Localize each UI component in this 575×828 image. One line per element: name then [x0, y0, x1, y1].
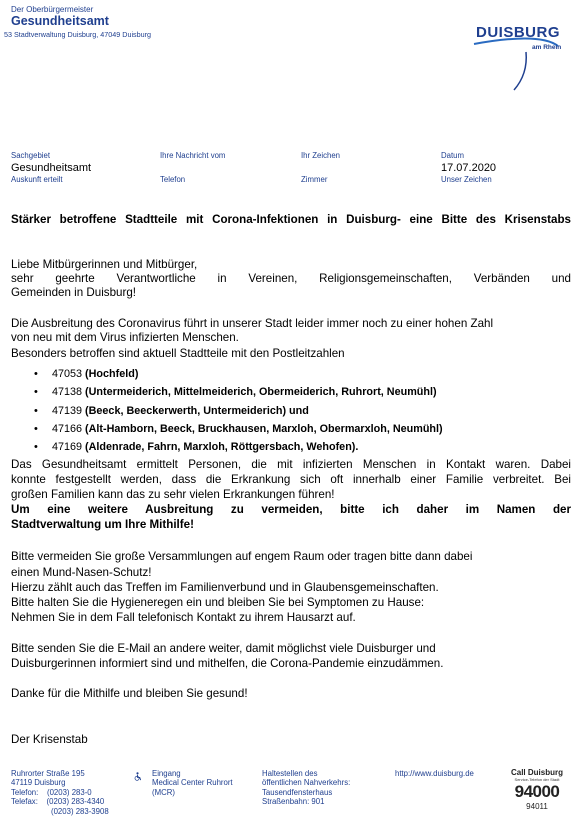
- p2-bold-line-b: Stadtverwaltung um Ihre Mithilfe!: [11, 518, 194, 531]
- postcode: 47053: [52, 368, 83, 380]
- telefon-footer-label: Telefon:: [11, 787, 39, 797]
- list-item: [34, 365, 443, 383]
- nachricht-label: Ihre Nachricht vom: [160, 151, 226, 160]
- postcode: 47166: [52, 422, 83, 435]
- telefax-footer-label: Telefax:: [11, 797, 38, 807]
- entrance-line-2: Medical Center Ruhrort: [152, 778, 233, 788]
- zeichen-label: Ihr Zeichen: [301, 151, 341, 160]
- logo-wordmark: DUISBURG: [476, 24, 561, 41]
- list-item: [34, 420, 443, 438]
- sachgebiet-value: Gesundheitsamt: [11, 162, 92, 174]
- transit-line-3: Tausendfensterhaus: [262, 787, 333, 797]
- telefax-footer-value-1: (0203) 283-4340: [46, 797, 105, 807]
- footer-street: Ruhrorter Straße 195: [11, 769, 85, 778]
- footer-telefon: [11, 788, 109, 797]
- footer-telefax: [11, 797, 109, 806]
- district-names: (Alt-Hamborn, Beeck, Bruckhausen, Marxloh, Obermarxloh, Neumühl): [85, 422, 443, 435]
- call-duisburg-logo: [503, 768, 571, 824]
- p2-line-c: großen Familien kann das zu sehr vielen Erkrankungen führen!: [11, 488, 335, 501]
- p1-line-c: Besonders betroffen sind aktuell Stadtteile mit den Postleitzahlen: [11, 347, 345, 360]
- p2-bold-line-a: Um eine weitere Ausbreitung zu vermeiden, bitte ich daher im Namen der: [11, 503, 571, 516]
- postcode: 47169: [52, 441, 83, 454]
- footer-city: 47119 Duisburg: [11, 778, 66, 788]
- p4-line-b: Duisburgerinnen informiert sind und mithelfen, die Corona-Pandemie einzudämmen.: [11, 657, 444, 670]
- greeting-line-2a: sehr geehrte Verantwortliche in Vereinen, Religionsgemeinschaften, Verbänden und: [11, 272, 571, 285]
- p3-line-d: Bitte halten Sie die Hygieneregen ein und bleiben Sie bei Symptomen zu Hause:: [11, 596, 425, 609]
- district-names: (Untermeiderich, Mittelmeiderich, Obermeiderich, Ruhrort, Neumühl): [85, 386, 437, 399]
- zimmer-label: Zimmer: [301, 175, 328, 184]
- sachgebiet-label: Sachgebiet: [11, 151, 51, 160]
- datum-value: 17.07.2020: [441, 162, 497, 174]
- duisburg-logo: [470, 22, 565, 92]
- district-names: (Hochfeld): [85, 368, 139, 380]
- p3-line-a: Bitte vermeiden Sie große Versammlungen auf engem Raum oder tragen bitte dann dabei: [11, 550, 473, 563]
- sender-title: Der Oberbürgermeister: [11, 5, 94, 14]
- call-number-2: 94011: [526, 802, 548, 811]
- logo-subtitle: am Rhein: [532, 44, 562, 51]
- postcode: 47139: [52, 404, 83, 417]
- list-item: [34, 402, 443, 420]
- footer-address: [11, 769, 109, 816]
- auskunft-label: Auskunft erteilt: [11, 175, 63, 184]
- transit-line-4: Straßenbahn: 901: [262, 797, 325, 807]
- p3-line-b: einen Mund-Nasen-Schutz!: [11, 566, 152, 579]
- sender-office: Gesundheitsamt: [11, 14, 109, 28]
- footer-transit: [262, 769, 350, 807]
- call-number-1: 94000: [514, 782, 560, 801]
- telefon-label: Telefon: [160, 175, 186, 184]
- footer-entrance: [152, 769, 233, 797]
- website-link[interactable]: http://www.duisburg.de: [395, 769, 474, 778]
- transit-line-2: öffentlichen Nahverkehrs:: [262, 778, 351, 788]
- accessibility-icon: [133, 768, 142, 786]
- datum-label: Datum: [441, 151, 464, 160]
- call-title: Call Duisburg: [510, 768, 563, 777]
- greeting-line-1: Liebe Mitbürgerinnen und Mitbürger,: [11, 258, 198, 271]
- sender-address: 53 Stadtverwaltung Duisburg, 47049 Duisburg: [4, 30, 152, 39]
- list-item: [34, 383, 443, 401]
- list-item: [34, 438, 443, 456]
- postcode: 47138: [52, 386, 83, 399]
- p2-line-a: Das Gesundheitsamt ermittelt Personen, die mit infizierten Menschen in Kontakt waren. Dabei: [11, 458, 571, 471]
- entrance-line-1: Eingang: [152, 769, 181, 778]
- postcode-list: [34, 365, 443, 456]
- p2-line-b: konnte festgestellt werden, dass die Erkrankung sich oft innerhalb einer Familie verbreitet. Bei: [11, 473, 571, 486]
- telefax-footer-value-2: (0203) 283-3908: [51, 806, 109, 816]
- p1-line-a: Die Ausbreitung des Coronavirus führt in unserer Stadt leider immer noch zu einer hohen Zahl: [11, 317, 494, 330]
- signature: Der Krisenstab: [11, 733, 88, 746]
- transit-line-1: Haltestellen des: [262, 769, 318, 778]
- entrance-line-3: (MCR): [152, 787, 175, 797]
- closing-line: Danke für die Mithilfe und bleiben Sie gesund!: [11, 687, 248, 700]
- unser-zeichen-label: Unser Zeichen: [441, 175, 492, 184]
- p3-line-c: Hierzu zählt auch das Treffen im Familienverbund und in Glaubensgemeinschaften.: [11, 581, 439, 594]
- district-names: (Aldenrade, Fahrn, Marxloh, Röttgersbach, Wehofen).: [85, 441, 359, 454]
- greeting-line-2b: Gemeinden in Duisburg!: [11, 286, 137, 299]
- p4-line-a: Bitte senden Sie die E-Mail an andere weiter, damit möglichst viele Duisburger und: [11, 642, 436, 655]
- telefon-footer-value: (0203) 283-0: [46, 787, 92, 797]
- district-names: (Beeck, Beeckerwerth, Untermeiderich) und: [85, 404, 309, 417]
- p3-line-e: Nehmen Sie in dem Fall telefonisch Kontakt zu ihrem Hausarzt auf.: [11, 611, 356, 624]
- p1-line-b: von neu mit dem Virus infizierten Menschen.: [11, 331, 239, 344]
- call-subtitle: Service-Telefon der Stadt: [514, 777, 560, 782]
- letter-subject: Stärker betroffene Stadtteile mit Corona-Infektionen in Duisburg- eine Bitte des Krisenstabs: [11, 213, 571, 226]
